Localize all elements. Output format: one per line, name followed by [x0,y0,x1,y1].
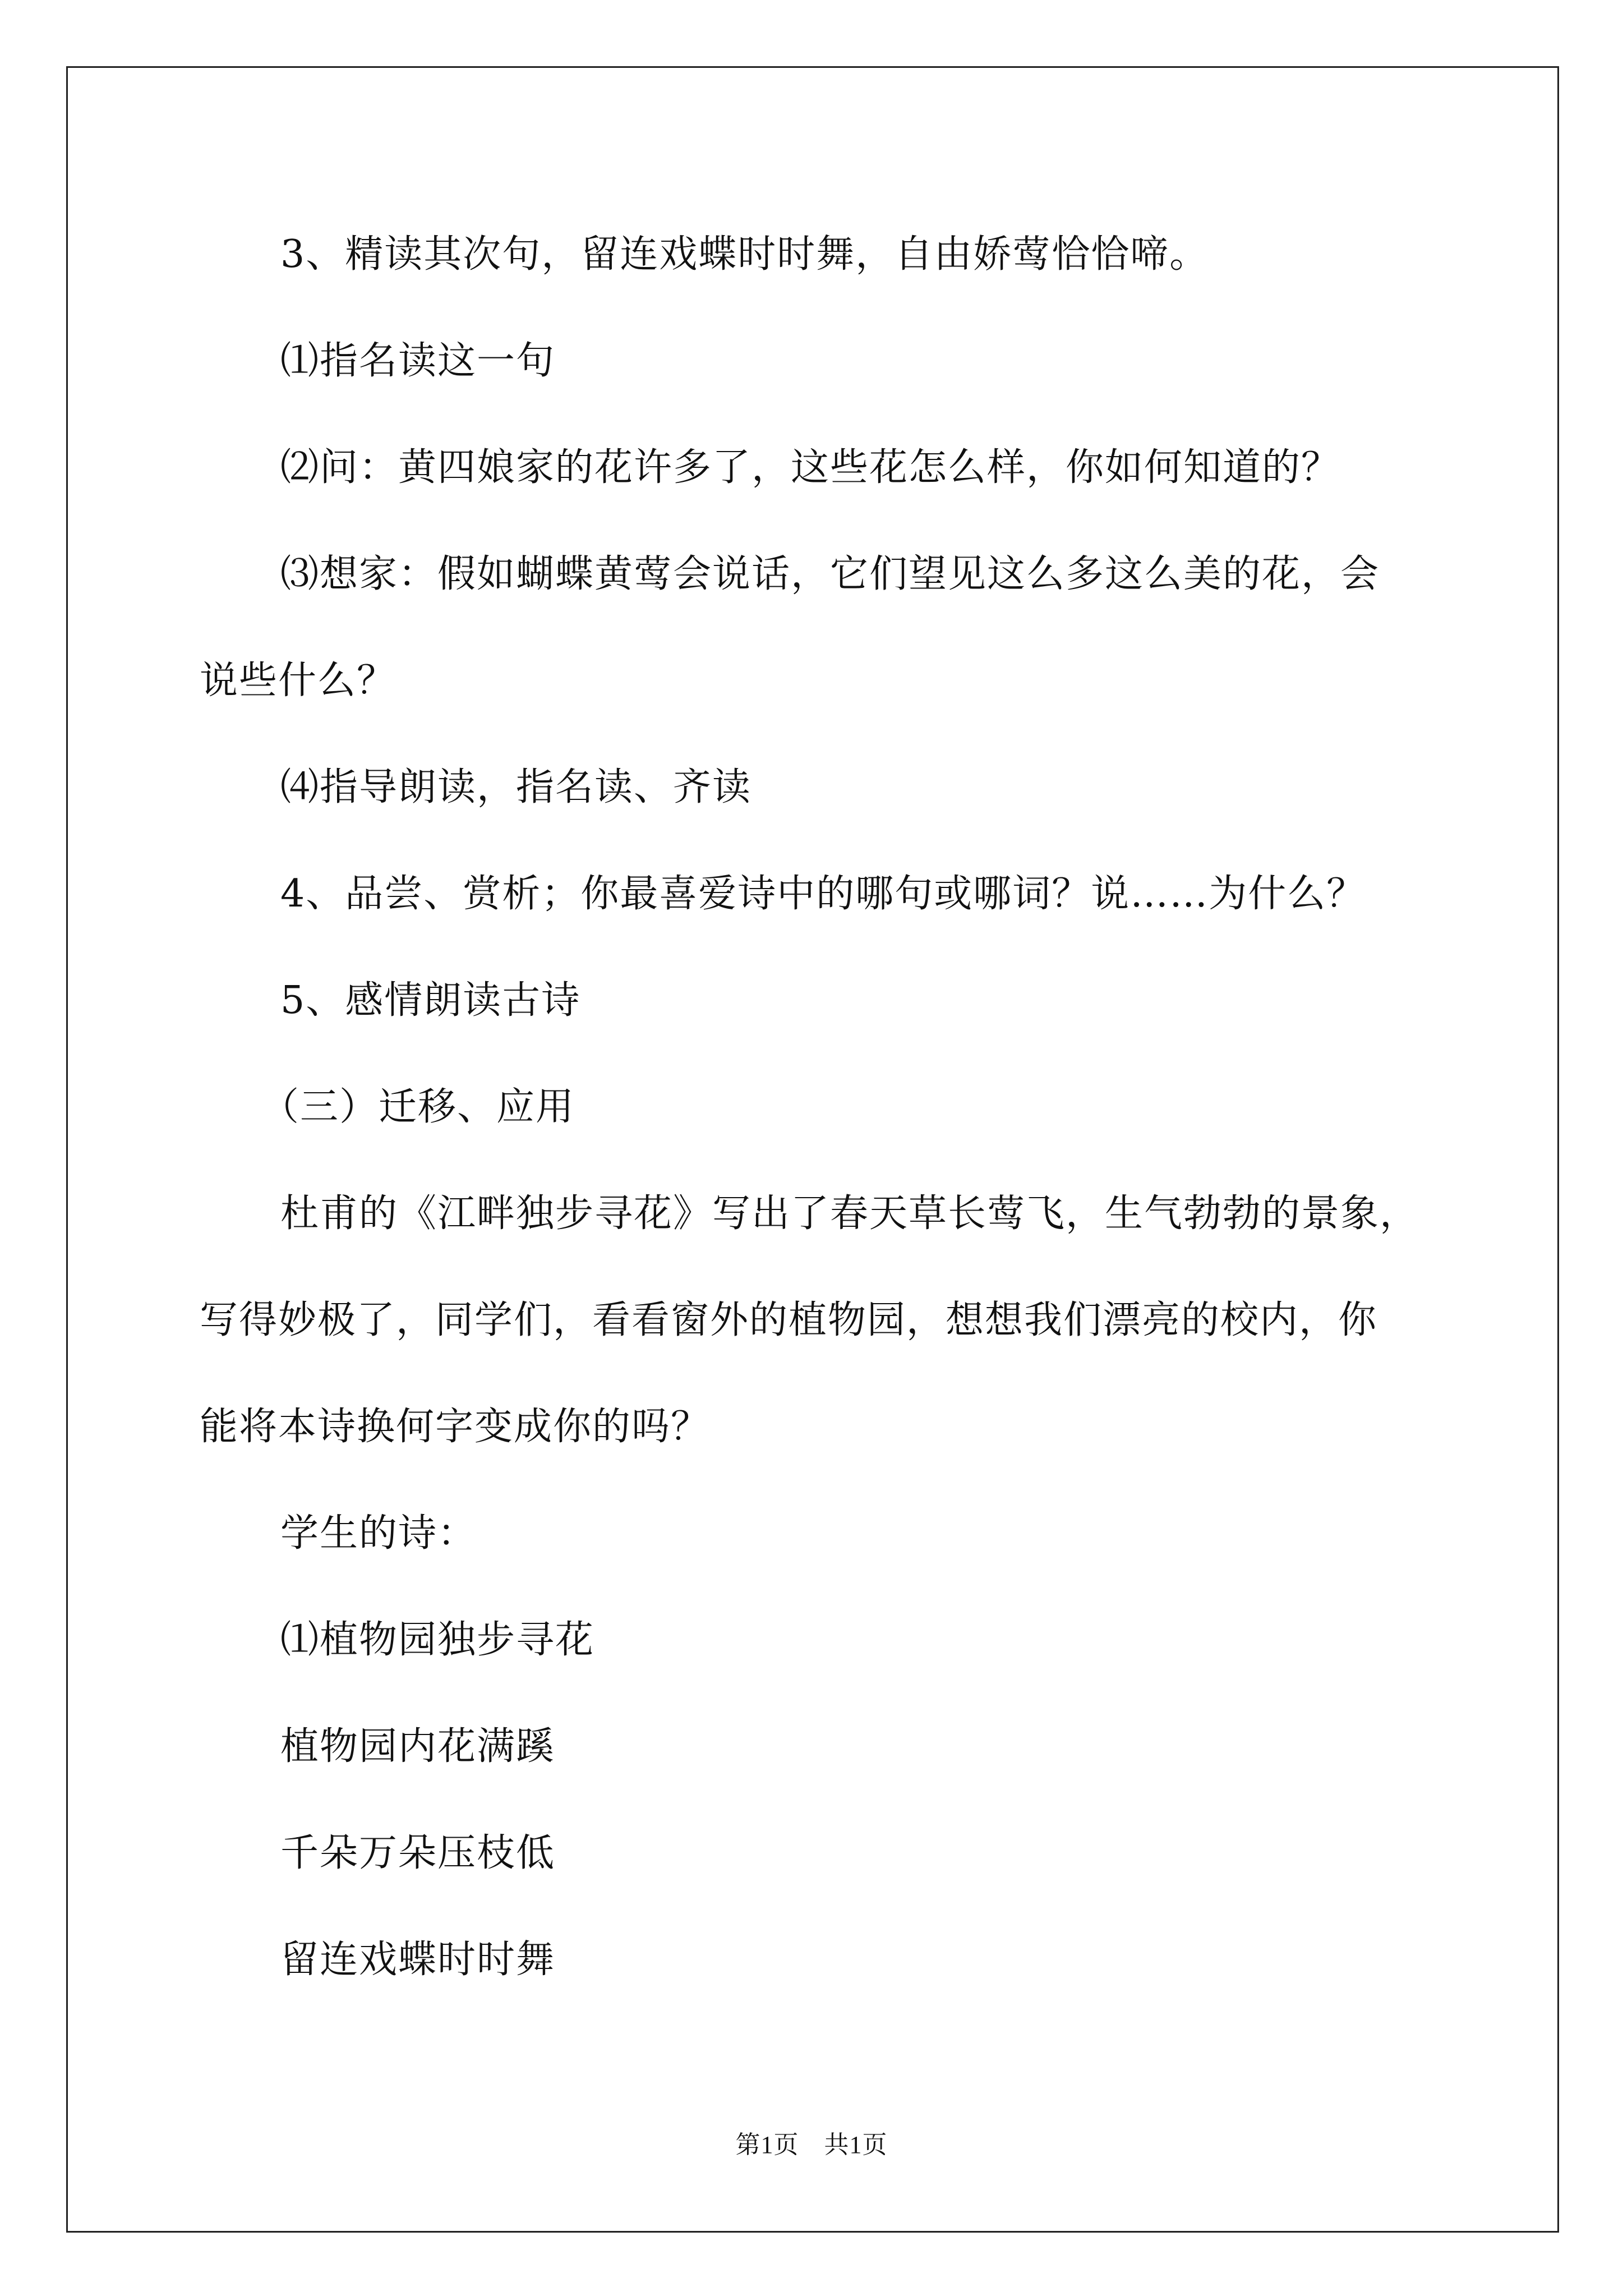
paragraph-line: 4、品尝、赏析；你最喜爱诗中的哪句或哪词？说……为什么？ [280,872,1366,916]
section-heading: （三）迁移、应用 [261,1085,575,1129]
paragraph-line: 说些什么？ [200,659,396,703]
paragraph-line: 杜甫的《江畔独步寻花》写出了春天草长莺飞，生气勃勃的景象， [280,1191,1419,1236]
poem-line: 留连戏蝶时时舞 [280,1938,556,1982]
paragraph-line: 能将本诗换何字变成你的吗？ [200,1405,711,1449]
paragraph-line: ⑷指导朗读，指名读、齐读 [280,765,752,809]
paragraph-line: 写得妙极了，同学们，看看窗外的植物园，想想我们漂亮的校内，你 [200,1298,1378,1342]
paragraph-line: ⑴植物园独步寻花 [280,1618,595,1662]
page-number-footer: 第1页 共1页 [735,2131,888,2159]
paragraph-line: 学生的诗： [280,1511,477,1556]
paragraph-line: ⑵问：黄四娘家的花许多了，这些花怎么样，你如何知道的？ [280,445,1341,490]
page-border [66,66,1559,2233]
poem-line: 千朵万朵压枝低 [280,1831,556,1875]
paragraph-line: 3、精读其次句，留连戏蝶时时舞，自由娇莺恰恰啼。 [280,232,1209,277]
paragraph-line: ⑶想家：假如蝴蝶黄莺会说话，它们望见这么多这么美的花，会 [280,552,1380,596]
paragraph-line: ⑴指名读这一句 [280,339,556,383]
paragraph-line: 5、感情朗读古诗 [280,978,581,1023]
poem-line: 植物园内花满蹊 [280,1724,556,1769]
